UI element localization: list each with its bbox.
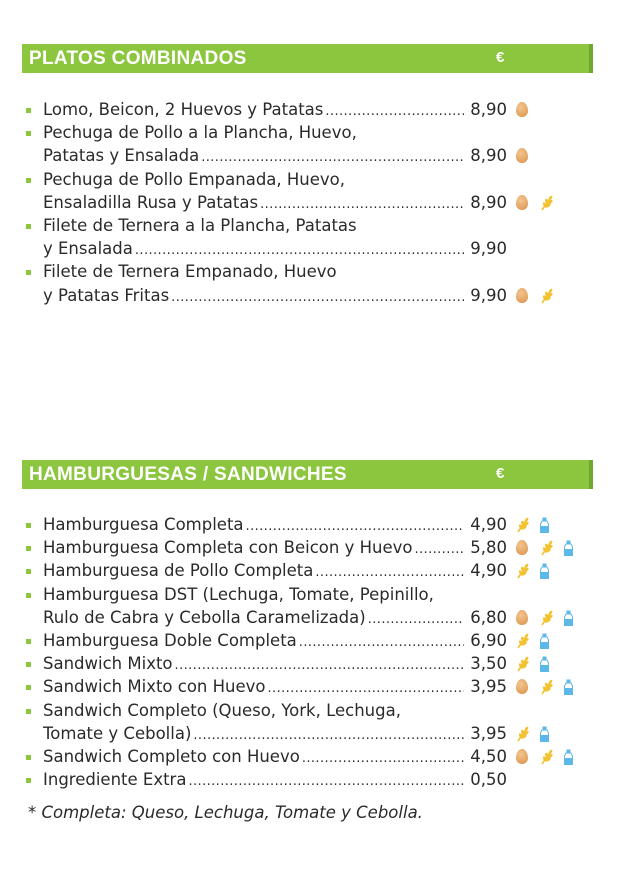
- menu-item-line: [26, 168, 446, 191]
- menu-item-name: Patatas y Ensalada: [43, 146, 200, 166]
- menu-item-line: [26, 606, 507, 629]
- bullet-icon: [26, 709, 31, 714]
- bullet-icon: [26, 546, 31, 551]
- bullet-icon: [26, 270, 31, 275]
- menu-item-price: 6,80: [470, 607, 507, 627]
- leader-dots: [188, 768, 464, 791]
- bullet-icon: [26, 224, 31, 229]
- menu-item-price: 3,95: [470, 723, 507, 743]
- leader-dots: [171, 284, 464, 307]
- wheat-icon: [540, 678, 554, 694]
- wheat-icon: [540, 539, 554, 555]
- egg-icon: [516, 610, 528, 625]
- menu-item-price: 4,90: [470, 515, 507, 534]
- menu-item-name: Filete de Ternera a la Plancha, Patatas: [43, 216, 357, 235]
- wheat-icon: [516, 562, 530, 578]
- egg-icon: [516, 195, 528, 210]
- menu-item-price: 9,90: [470, 285, 507, 305]
- bullet-icon: [26, 108, 31, 113]
- section-header-platos: [22, 44, 593, 73]
- leader-dots: [260, 191, 464, 214]
- menu-item-line: [26, 675, 507, 698]
- menu-item-price: 8,90: [470, 146, 507, 166]
- wheat-icon: [540, 748, 554, 764]
- bullet-icon: [26, 755, 31, 760]
- milk-icon: [540, 725, 549, 741]
- leader-dots: [315, 559, 464, 582]
- menu-item-line: [26, 513, 507, 536]
- menu-item-name: Tomate y Cebolla): [43, 723, 192, 743]
- footnote: * Completa: Queso, Lechuga, Tomate y Cebolla.: [28, 803, 423, 822]
- menu-item-name: Hamburguesa DST (Lechuga, Tomate, Pepinillo,: [43, 584, 434, 604]
- menu-item-price: 8,90: [470, 192, 507, 212]
- bullet-icon: [26, 178, 31, 183]
- menu-item-line: [26, 98, 507, 121]
- menu-item-price: 6,90: [470, 631, 507, 650]
- wheat-icon: [540, 287, 554, 303]
- menu-item-name: Ingrediente Extra: [43, 770, 187, 790]
- leader-dots: [325, 98, 464, 121]
- leader-dots: [299, 629, 464, 652]
- menu-item-line: [26, 722, 507, 745]
- currency-label: €: [496, 465, 505, 482]
- menu-item-name: Hamburguesa Doble Completa: [43, 631, 297, 650]
- wheat-icon: [540, 609, 554, 625]
- wheat-icon: [516, 655, 530, 671]
- menu-item-name: Lomo, Beicon, 2 Huevos y Patatas: [43, 100, 324, 119]
- leader-dots: [201, 144, 464, 167]
- menu-item-name: Rulo de Cabra y Cebolla Caramelizada): [43, 607, 366, 627]
- menu-item-name: Hamburguesa Completa: [43, 515, 244, 534]
- menu-item-price: 3,50: [470, 654, 507, 674]
- menu-item-line: [26, 237, 507, 260]
- leader-dots: [193, 722, 464, 745]
- milk-icon: [540, 655, 549, 671]
- bullet-icon: [26, 778, 31, 783]
- menu-item-name: Sandwich Mixto con Huevo: [43, 677, 266, 697]
- menu-item-name: Hamburguesa de Pollo Completa: [43, 561, 314, 581]
- menu-item-line: [26, 768, 507, 791]
- menu-item-line: [26, 652, 507, 675]
- egg-icon: [516, 148, 528, 163]
- milk-icon: [540, 562, 549, 578]
- egg-icon: [516, 102, 528, 117]
- menu-item-line: [26, 284, 507, 307]
- section-title: PLATOS COMBINADOS: [29, 48, 247, 69]
- bullet-icon: [26, 131, 31, 136]
- bullet-icon: [26, 662, 31, 667]
- section-title: HAMBURGUESAS / SANDWICHES: [29, 464, 347, 485]
- menu-item-line: [26, 583, 446, 606]
- section-header-hamburguesas: [22, 460, 593, 489]
- egg-icon: [516, 540, 528, 555]
- menu-item-name: Sandwich Mixto: [43, 654, 173, 674]
- leader-dots: [368, 606, 464, 629]
- leader-dots: [268, 675, 464, 698]
- milk-icon: [564, 748, 573, 764]
- menu-item-name: Sandwich Completo con Huevo: [43, 747, 300, 766]
- bullet-icon: [26, 639, 31, 644]
- menu-item-line: [26, 121, 446, 144]
- menu-item-price: 5,80: [470, 538, 507, 558]
- bullet-icon: [26, 685, 31, 690]
- menu-item-line: [26, 260, 446, 283]
- menu-item-line: [26, 536, 507, 559]
- menu-item-name: Hamburguesa Completa con Beicon y Huevo: [43, 538, 413, 558]
- menu-item-name: y Patatas Fritas: [43, 285, 170, 305]
- menu-item-line: [26, 629, 507, 652]
- milk-icon: [564, 539, 573, 555]
- menu-item-line: [26, 144, 507, 167]
- wheat-icon: [516, 725, 530, 741]
- menu-item-name: Pechuga de Pollo a la Plancha, Huevo,: [43, 123, 357, 143]
- menu-item-price: 4,90: [470, 561, 507, 581]
- bullet-icon: [26, 569, 31, 574]
- milk-icon: [564, 678, 573, 694]
- menu-item-name: Pechuga de Pollo Empanada, Huevo,: [43, 169, 346, 189]
- menu-item-name: Ensaladilla Rusa y Patatas: [43, 192, 259, 212]
- menu-item-line: [26, 559, 507, 582]
- leader-dots: [246, 513, 464, 536]
- menu-item-price: 3,95: [470, 677, 507, 697]
- menu-item-name: Sandwich Completo (Queso, York, Lechuga,: [43, 700, 401, 720]
- milk-icon: [564, 609, 573, 625]
- leader-dots: [175, 652, 464, 675]
- bullet-icon: [26, 593, 31, 598]
- leader-dots: [302, 745, 464, 768]
- milk-icon: [540, 632, 549, 648]
- menu-item-name: y Ensalada: [43, 239, 133, 259]
- wheat-icon: [516, 516, 530, 532]
- menu-item-price: 8,90: [470, 100, 507, 119]
- leader-dots: [414, 536, 464, 559]
- currency-label: €: [496, 49, 505, 66]
- wheat-icon: [540, 194, 554, 210]
- menu-item-price: 9,90: [470, 239, 507, 259]
- leader-dots: [135, 237, 464, 260]
- menu-item-name: Filete de Ternera Empanado, Huevo: [43, 262, 337, 282]
- menu-item-line: [26, 214, 446, 237]
- menu-item-line: [26, 699, 446, 722]
- egg-icon: [516, 679, 528, 694]
- egg-icon: [516, 749, 528, 764]
- bullet-icon: [26, 523, 31, 528]
- egg-icon: [516, 288, 528, 303]
- menu-item-price: 0,50: [470, 770, 507, 790]
- milk-icon: [540, 516, 549, 532]
- menu-item-price: 4,50: [470, 747, 507, 766]
- menu-item-line: [26, 745, 507, 768]
- menu-item-line: [26, 191, 507, 214]
- wheat-icon: [516, 632, 530, 648]
